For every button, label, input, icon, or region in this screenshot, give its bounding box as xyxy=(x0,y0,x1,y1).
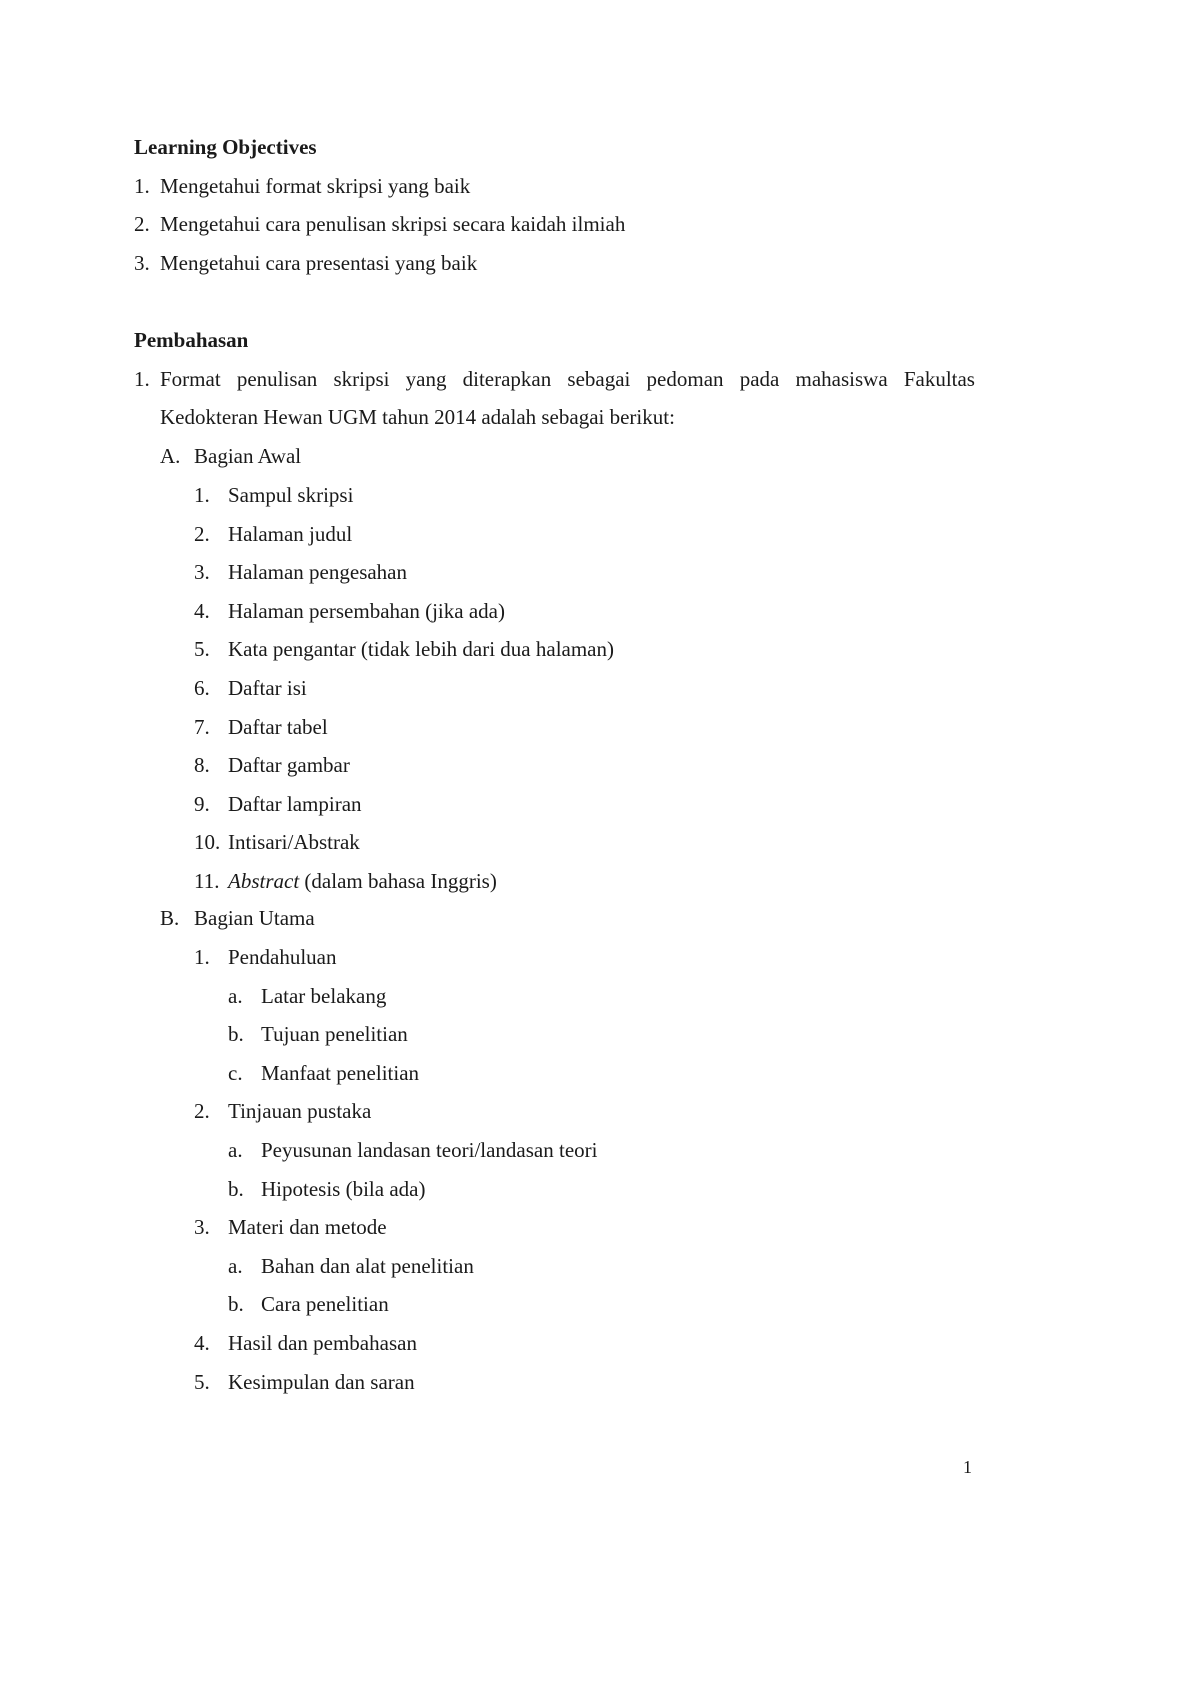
section-b-item-marker: 3. xyxy=(194,1215,210,1239)
section-b-subitem: Latar belakang xyxy=(261,984,387,1008)
section-b-item-marker: 5. xyxy=(194,1370,210,1394)
section-a-marker: A. xyxy=(160,444,181,468)
section-b-marker: B. xyxy=(160,906,180,930)
section-a-item-marker: 7. xyxy=(194,715,210,739)
section-a-item: Daftar isi xyxy=(228,676,307,700)
section-a-item: Halaman persembahan (jika ada) xyxy=(228,599,505,623)
section-a-item-marker: 5. xyxy=(194,637,210,661)
pembahasan-heading: Pembahasan xyxy=(134,328,249,352)
section-b-subitem: Cara penelitian xyxy=(261,1292,389,1316)
section-b-item-marker: 1. xyxy=(194,945,210,969)
section-a-item: Daftar tabel xyxy=(228,715,328,739)
objective-marker: 1. xyxy=(134,174,150,198)
justified-word: mahasiswa xyxy=(795,367,888,391)
section-a-item xyxy=(228,871,497,892)
section-a-item-marker: 11. xyxy=(194,869,220,893)
justified-word: yang xyxy=(405,367,447,391)
section-b-title: Bagian Utama xyxy=(194,906,315,930)
section-b-subitem: Hipotesis (bila ada) xyxy=(261,1177,426,1201)
section-a-item: Halaman judul xyxy=(228,522,353,546)
section-a-item: Intisari/Abstrak xyxy=(228,830,360,854)
objective-marker: 3. xyxy=(134,251,150,275)
section-a-item-marker: 3. xyxy=(194,560,210,584)
learning-objectives-heading: Learning Objectives xyxy=(134,135,317,159)
section-a-item-marker: 6. xyxy=(194,676,210,700)
page-number: 1 xyxy=(963,1457,972,1477)
objective-item: Mengetahui format skripsi yang baik xyxy=(160,174,471,198)
section-b-item-marker: 2. xyxy=(194,1099,210,1123)
section-b-subitem: Bahan dan alat penelitian xyxy=(261,1254,474,1278)
section-b-item: Materi dan metode xyxy=(228,1215,387,1239)
section-a-item: Daftar gambar xyxy=(228,753,350,777)
pembahasan-item-marker: 1. xyxy=(134,367,150,391)
justified-word: penulisan xyxy=(236,367,318,391)
section-b-subitem: Peyusunan landasan teori/landasan teori xyxy=(261,1138,598,1162)
section-b-item: Kesimpulan dan saran xyxy=(228,1370,415,1394)
section-b-subitem-marker: a. xyxy=(228,984,243,1008)
section-b-subitem: Manfaat penelitian xyxy=(261,1061,420,1085)
justified-word: sebagai xyxy=(567,367,631,391)
pembahasan-item-line-2: Kedokteran Hewan UGM tahun 2014 adalah sebagai berikut: xyxy=(160,405,675,429)
section-b-subitem-marker: a. xyxy=(228,1138,243,1162)
section-a-item-marker: 10. xyxy=(194,830,221,854)
section-a-item-marker: 2. xyxy=(194,522,210,546)
pembahasan-item-line-1 xyxy=(160,369,975,390)
section-b-subitem-marker: b. xyxy=(228,1022,244,1046)
section-b-subitem-marker: c. xyxy=(228,1061,243,1085)
section-b-subitem-marker: a. xyxy=(228,1254,243,1278)
section-b-item: Tinjauan pustaka xyxy=(228,1099,372,1123)
section-b-item: Pendahuluan xyxy=(228,945,337,969)
section-a-item: Daftar lampiran xyxy=(228,792,362,816)
section-b-item: Hasil dan pembahasan xyxy=(228,1331,417,1355)
justified-word: Format xyxy=(160,367,221,391)
section-a-item-marker: 4. xyxy=(194,599,210,623)
section-b-item-marker: 4. xyxy=(194,1331,210,1355)
section-b-subitem-marker: b. xyxy=(228,1292,244,1316)
section-b-subitem: Tujuan penelitian xyxy=(261,1022,408,1046)
justified-word: pedoman xyxy=(646,367,724,391)
section-a-item-marker: 8. xyxy=(194,753,210,777)
section-a-item: Kata pengantar (tidak lebih dari dua halaman) xyxy=(228,637,614,661)
section-b-subitem-marker: b. xyxy=(228,1177,244,1201)
objective-marker: 2. xyxy=(134,212,150,236)
justified-word: Fakultas xyxy=(903,367,975,391)
justified-word: diterapkan xyxy=(462,367,552,391)
section-a-item: Sampul skripsi xyxy=(228,483,354,507)
objective-item: Mengetahui cara presentasi yang baik xyxy=(160,251,478,275)
section-a-item-italic: Abstract xyxy=(228,869,300,893)
section-a-item-marker: 9. xyxy=(194,792,210,816)
section-a-item-marker: 1. xyxy=(194,483,210,507)
section-a-title: Bagian Awal xyxy=(194,444,302,468)
section-a-item-text: (dalam bahasa Inggris) xyxy=(299,869,497,893)
section-a-item: Halaman pengesahan xyxy=(228,560,408,584)
justified-word: pada xyxy=(739,367,780,391)
objective-item: Mengetahui cara penulisan skripsi secara kaidah ilmiah xyxy=(160,212,626,236)
justified-word: skripsi xyxy=(333,367,390,391)
